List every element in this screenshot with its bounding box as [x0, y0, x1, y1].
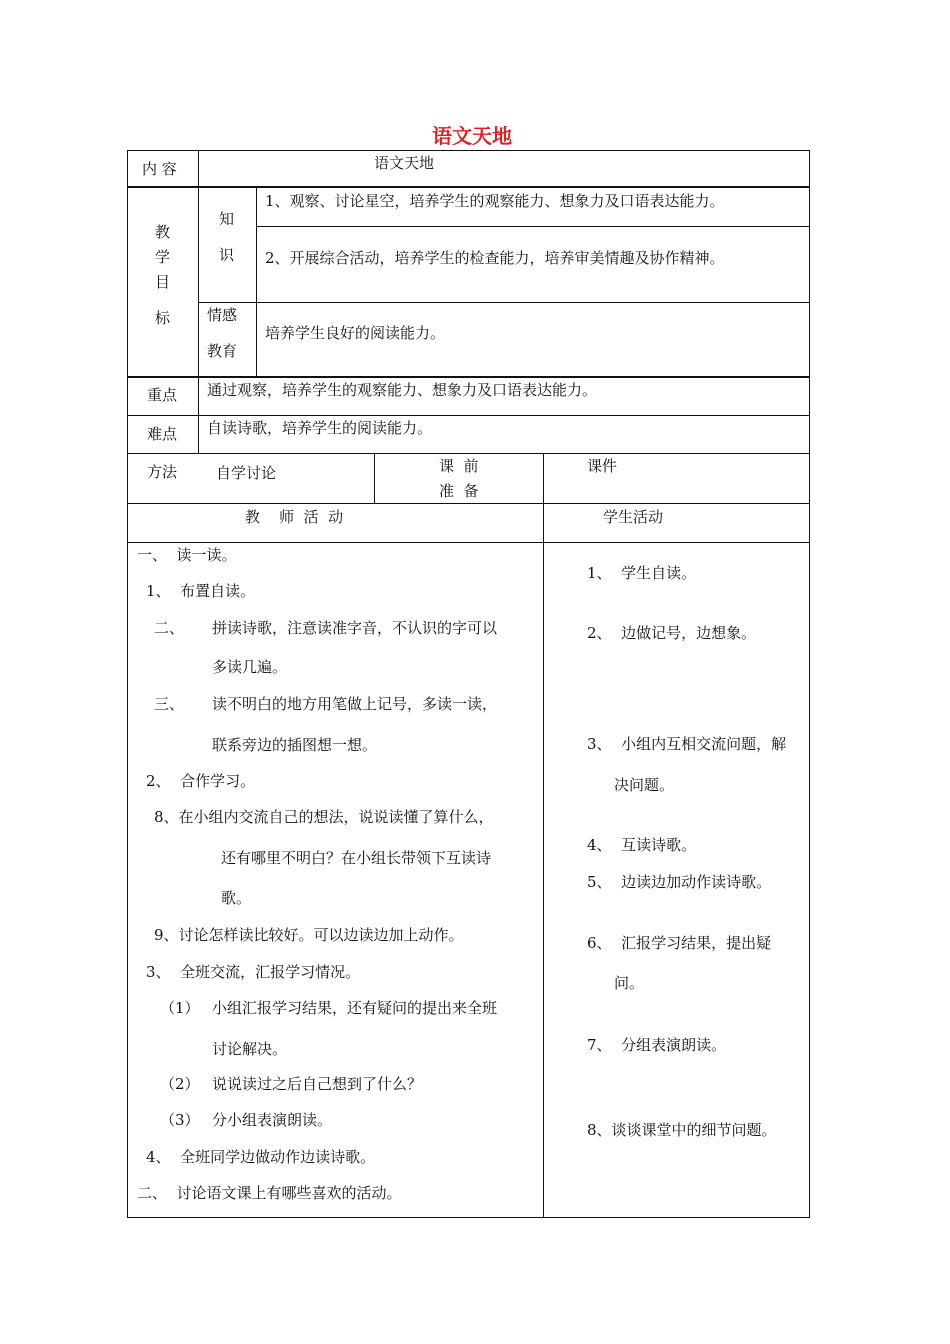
teacher-activity-line: 三、	[154, 695, 185, 713]
row-divider	[127, 415, 810, 416]
teacher-activity-line: 联系旁边的插图想一想。	[212, 736, 378, 754]
student-activity-line: 5、 边读边加动作读诗歌。	[587, 873, 772, 891]
method-value: 自学讨论	[216, 464, 277, 482]
student-activity-line: 问。	[614, 974, 645, 992]
teacher-activity-line: （3）	[160, 1111, 200, 1129]
goals-label-char: 目	[155, 273, 171, 291]
content-label: 内 容	[142, 160, 177, 178]
row-divider	[256, 226, 810, 227]
row-divider	[127, 453, 810, 454]
prep-label-line: 准 备	[439, 482, 479, 500]
row-divider	[127, 542, 810, 543]
knowledge-label-char: 识	[219, 246, 235, 264]
column-divider	[256, 186, 257, 376]
key-point-text: 通过观察，培养学生的观察能力、想象力及口语表达能力。	[207, 381, 598, 399]
knowledge-item: 1、观察、讨论星空，培养学生的观察能力、想象力及口语表达能力。	[265, 192, 725, 210]
emotion-text: 培养学生良好的阅读能力。	[265, 324, 446, 342]
goals-label-char: 学	[155, 248, 171, 266]
emotion-label-line: 情感	[207, 306, 238, 324]
teacher-activity-line: 多读几遍。	[212, 658, 288, 676]
student-activity-line: 6、 汇报学习结果，提出疑	[587, 934, 772, 952]
student-activity-line: 8、谈谈课堂中的细节问题。	[587, 1121, 777, 1139]
teacher-activity-line: 歌。	[221, 889, 252, 907]
student-activity-header: 学生活动	[603, 508, 664, 526]
difficulty-label: 难点	[147, 425, 178, 443]
student-activity-line: 1、 学生自读。	[587, 564, 697, 582]
teacher-activity-line: 讨论解决。	[212, 1040, 288, 1058]
student-activity-line: 2、 边做记号，边想象。	[587, 624, 757, 642]
teacher-activity-line: 二、 讨论语文课上有哪些喜欢的活动。	[137, 1184, 402, 1202]
table-border-bottom	[127, 1217, 810, 1218]
prep-label-line: 课 前	[439, 457, 479, 475]
student-activity-line: 4、 互读诗歌。	[587, 836, 697, 854]
teacher-activity-header: 教 师 活 动	[245, 508, 344, 526]
teacher-activity-line: 还有哪里不明白？在小组长带领下互读诗	[221, 849, 492, 867]
goals-label-char: 教	[155, 223, 171, 241]
table-border-top	[127, 150, 810, 151]
teacher-activity-line: 8、在小组内交流自己的想法，说说读懂了算什么，	[154, 808, 494, 826]
teacher-activity-line: 1、 布置自读。	[146, 582, 256, 600]
teacher-activity-line: 分小组表演朗读。	[212, 1111, 333, 1129]
teacher-activity-line: 二、	[154, 619, 185, 637]
student-activity-line: 3、 小组内互相交流问题，解	[587, 735, 787, 753]
row-divider	[198, 302, 810, 303]
column-divider	[198, 150, 199, 453]
column-divider	[543, 453, 544, 1217]
teacher-activity-line: 读不明白的地方用笔做上记号，多读一读，	[212, 695, 498, 713]
teacher-activity-line: 4、 全班同学边做动作边读诗歌。	[146, 1148, 376, 1166]
teacher-activity-line: 拼读诗歌，注意读准字音，不认识的字可以	[212, 619, 498, 637]
knowledge-label-char: 知	[219, 210, 235, 228]
row-divider	[127, 186, 810, 188]
teacher-activity-line: 小组汇报学习结果，还有疑问的提出来全班	[212, 999, 498, 1017]
content-value: 语文天地	[374, 154, 435, 172]
teacher-activity-line: 3、 全班交流，汇报学习情况。	[146, 963, 361, 981]
table-border-left	[127, 150, 128, 1218]
student-activity-line: 决问题。	[614, 776, 675, 794]
goals-label-char: 标	[155, 309, 171, 327]
key-point-label: 重点	[147, 386, 178, 404]
teacher-activity-line: 9、讨论怎样读比较好。可以边读边加上动作。	[154, 926, 464, 944]
teacher-activity-line: 2、 合作学习。	[146, 772, 256, 790]
prep-value: 课件	[587, 457, 618, 475]
row-divider	[127, 503, 810, 504]
table-border-right	[809, 150, 810, 1218]
emotion-label-line: 教育	[207, 342, 238, 360]
page-title: 语文天地	[432, 124, 512, 148]
teacher-activity-line: 说说读过之后自己想到了什么？	[212, 1075, 423, 1093]
row-divider	[127, 376, 810, 378]
teacher-activity-line: （1）	[160, 999, 200, 1017]
column-divider	[374, 453, 375, 503]
method-label: 方法	[147, 463, 178, 481]
difficulty-text: 自读诗歌，培养学生的阅读能力。	[207, 419, 433, 437]
knowledge-item: 2、开展综合活动，培养学生的检查能力，培养审美情趣及协作精神。	[265, 249, 725, 267]
teacher-activity-line: 一、 读一读。	[137, 546, 237, 564]
teacher-activity-line: （2）	[160, 1075, 200, 1093]
student-activity-line: 7、 分组表演朗读。	[587, 1036, 727, 1054]
